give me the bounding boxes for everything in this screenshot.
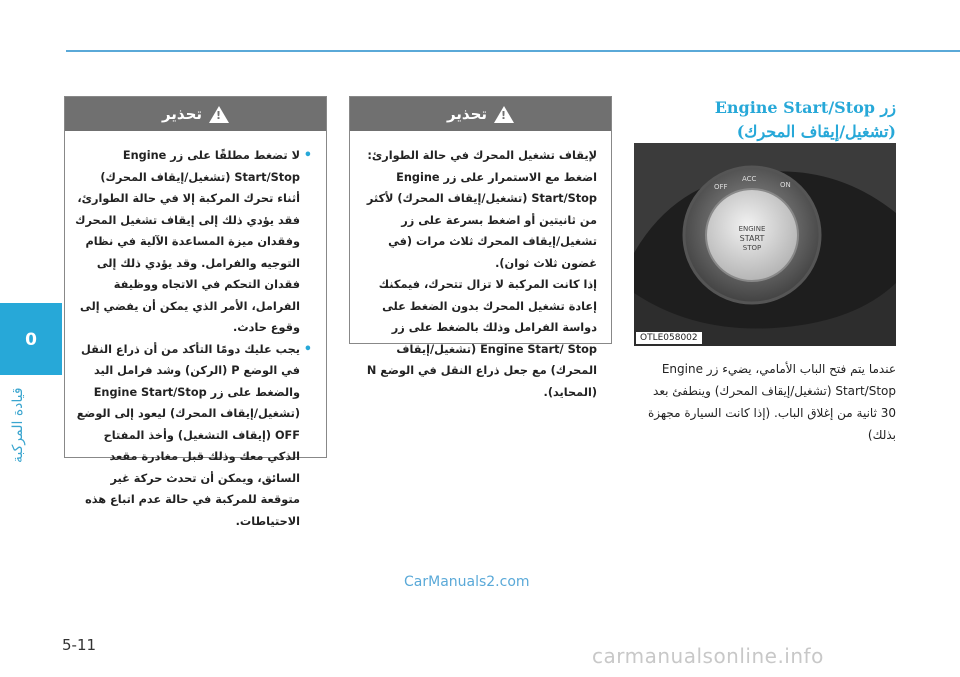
watermark-top: CarManuals2.com xyxy=(404,574,530,590)
section-tab-number: 0 xyxy=(25,330,37,350)
warning-paragraph: لإيقاف تشغيل المحرك في حالة الطوارئ: xyxy=(367,149,597,162)
warning-paragraph: اضغط مع الاستمرار على زر Engine Start/Stop (تشغيل/إيقاف المحرك) لأكثر من ثانيتين أو اضغط بسرعة على زر تشغيل/إيقاف المحرك ثلاث مرات (في غضون ثلاث ثوان). xyxy=(366,170,597,270)
warning-bullet: • لا تضغط مطلقًا على زر Engine Start/Stop (تشغيل/إيقاف المحرك) أثناء تحرك المركبة إلا في حالة الطوارئ، فقد يؤدي ذلك إلى إيقاف تشغيل المحرك وفقدان ميزة المساعدة الآلية في نظام التوجيه والفرامل. وقد يؤدي ذلك إلى فقدان التحكم في الاتجاه ووظيفة الفرامل، الأمر الذي يمكن أن يفضي إلى وقوع حادث. xyxy=(75,145,300,339)
image-caption: OTLE058002 xyxy=(636,332,702,344)
section-body-text: عندما يتم فتح الباب الأمامي، يضيء زر Engine Start/Stop (تشغيل/إيقاف المحرك) وينطفئ بعد 30 ثانية من إغلاق الباب. (إذا كانت السيارة مجهزة بذلك) xyxy=(647,362,896,442)
warning-paragraph: إذا كانت المركبة لا تزال تتحرك، فيمكنك إعادة تشغيل المحرك بدون الضغط على دواسة الفرامل وذلك بالضغط على زر Engine Start/ Stop (تشغيل/إيقاف المحرك) مع جعل ذراع النقل في الوضع N (المحايد). xyxy=(366,278,597,399)
svg-text:ON: ON xyxy=(780,181,791,189)
section-tab-title: قيادة المركبة xyxy=(10,387,26,463)
svg-text:ENGINE: ENGINE xyxy=(738,225,766,233)
warning-header-label: تحذير xyxy=(446,105,488,123)
warning-box-middle xyxy=(349,96,612,399)
engine-start-button-illustration xyxy=(634,143,896,346)
svg-text:STOP: STOP xyxy=(742,244,762,252)
warning-triangle-icon xyxy=(494,106,514,123)
svg-text:START: START xyxy=(739,234,765,243)
page-number: 5-11 xyxy=(62,636,97,654)
engine-start-button-photo xyxy=(634,143,896,346)
top-rule xyxy=(66,50,960,52)
svg-text:OFF: OFF xyxy=(714,183,728,191)
warning-box-left xyxy=(64,96,327,528)
warning-bullet: • يجب عليك دومًا التأكد من أن ذراع النقل في الوضع P (الركن) وشد فرامل اليد والضغط على زر Engine Start/Stop (تشغيل/إيقاف المحرك) ليعود إلى الوضع OFF (إيقاف التشغيل) وأخذ المفتاح الذكي معك وذلك قبل مغادرة مقعد السائق، ويمكن أن تحدث حركة غير متوقعة للمركبة في حالة عدم اتباع هذه الاحتياطات. xyxy=(75,339,300,533)
section-title-line: (تشغيل/إيقاف المحرك) xyxy=(736,122,896,141)
svg-text:ACC: ACC xyxy=(742,175,757,183)
section-title-line: زر Engine Start/Stop xyxy=(714,98,896,117)
section-title xyxy=(634,96,896,144)
warning-header-label: تحذير xyxy=(161,105,203,123)
watermark-bottom: carmanualsonline.info xyxy=(592,644,824,668)
warning-header xyxy=(350,97,611,131)
warning-header xyxy=(65,97,326,131)
warning-triangle-icon xyxy=(209,106,229,123)
